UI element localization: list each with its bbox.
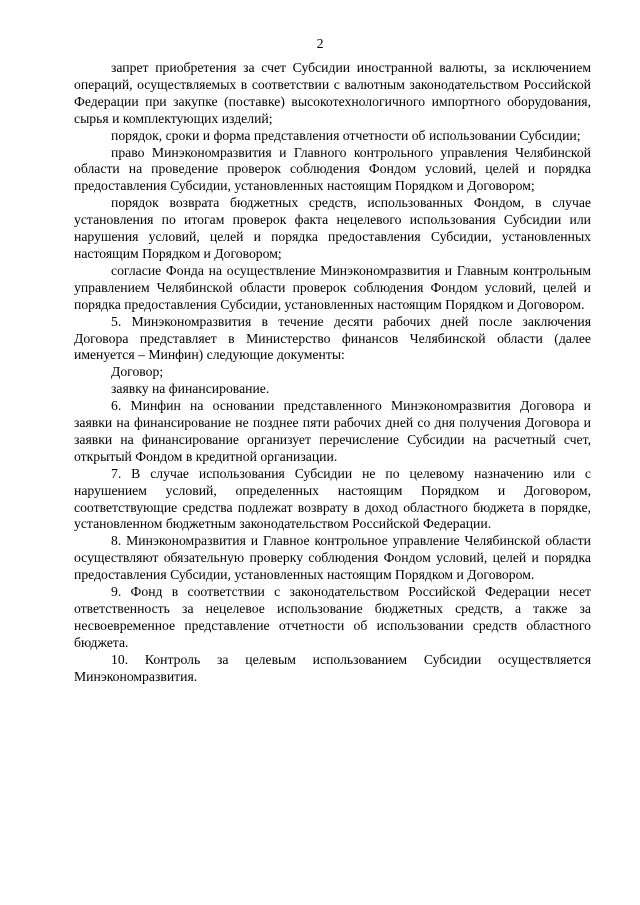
paragraph-currency-restriction: запрет приобретения за счет Субсидии иностранной валюты, за исключением операций, осуществляемых в соответствии с валютным законодательством Российской Федерации при закупке (поставке) высокотехнологичного импортного оборудования, сырья и комплектующих изделий;: [74, 60, 591, 126]
paragraph-item-10: 10. Контроль за целевым использованием Субсидии осуществляется Минэкономразвития.: [74, 651, 591, 684]
paragraph-funding-request: заявку на финансирование.: [111, 381, 270, 397]
paragraph-fund-consent: согласие Фонда на осуществление Минэкономразвития и Главным контрольным управлением Челябинской области проверок соблюдения Фондом условий, целей и порядка предоставления Субсидии, установленных настоящим Порядком и Договором.: [74, 262, 591, 312]
paragraph-item-6: 6. Минфин на основании представленного Минэкономразвития Договора и заявки на финансирование не позднее пяти рабочих дней со дня получения Договора и заявки на финансирование организует перечисление Субсидии на расчетный счет, открытый Фондом в кредитной организации.: [74, 398, 591, 464]
paragraph-item-9: 9. Фонд в соответствии с законодательством Российской Федерации несет ответственность за нецелевое использование бюджетных средств, а также за несвоевременное представление отчетности об использовании средств областного бюджета.: [74, 584, 591, 650]
paragraph-inspection-right: право Минэкономразвития и Главного контрольного управления Челябинской области на проведение проверок соблюдения Фондом условий, целей и порядка предоставления Субсидии, установленных настоящим Порядком и Договором;: [74, 144, 591, 194]
paragraph-reporting-procedure: порядок, сроки и форма представления отчетности об использовании Субсидии;: [111, 127, 581, 143]
document-body: [74, 60, 591, 686]
paragraph-contract: Договор;: [111, 364, 164, 380]
page-number: 2: [316, 36, 324, 51]
paragraph-item-7: 7. В случае использования Субсидии не по целевому назначению или с нарушением условий, определенных настоящим Порядком и Договором, соответствующие средства подлежат возврату в доход областного бюджета в порядке, установленном бюджетным законодательством Российской Федерации.: [74, 465, 591, 532]
paragraph-item-5: 5. Минэкономразвития в течение десяти рабочих дней после заключения Договора представляет в Министерство финансов Челябинской области (далее именуется – Минфин) следующие документы:: [74, 313, 591, 363]
paragraph-refund-procedure: порядок возврата бюджетных средств, использованных Фондом, в случае установления по итогам проверок факта нецелевого использования Субсидии или нарушения условий, целей и порядка предоставления Субсидии, установленных настоящим Порядком и Договором;: [74, 195, 591, 261]
paragraph-item-8: 8. Минэкономразвития и Главное контрольное управление Челябинской области осуществляют обязательную проверку соблюдения Фондом условий, целей и порядка предоставления Субсидии, установленных настоящим Порядком и Договором.: [74, 533, 591, 583]
